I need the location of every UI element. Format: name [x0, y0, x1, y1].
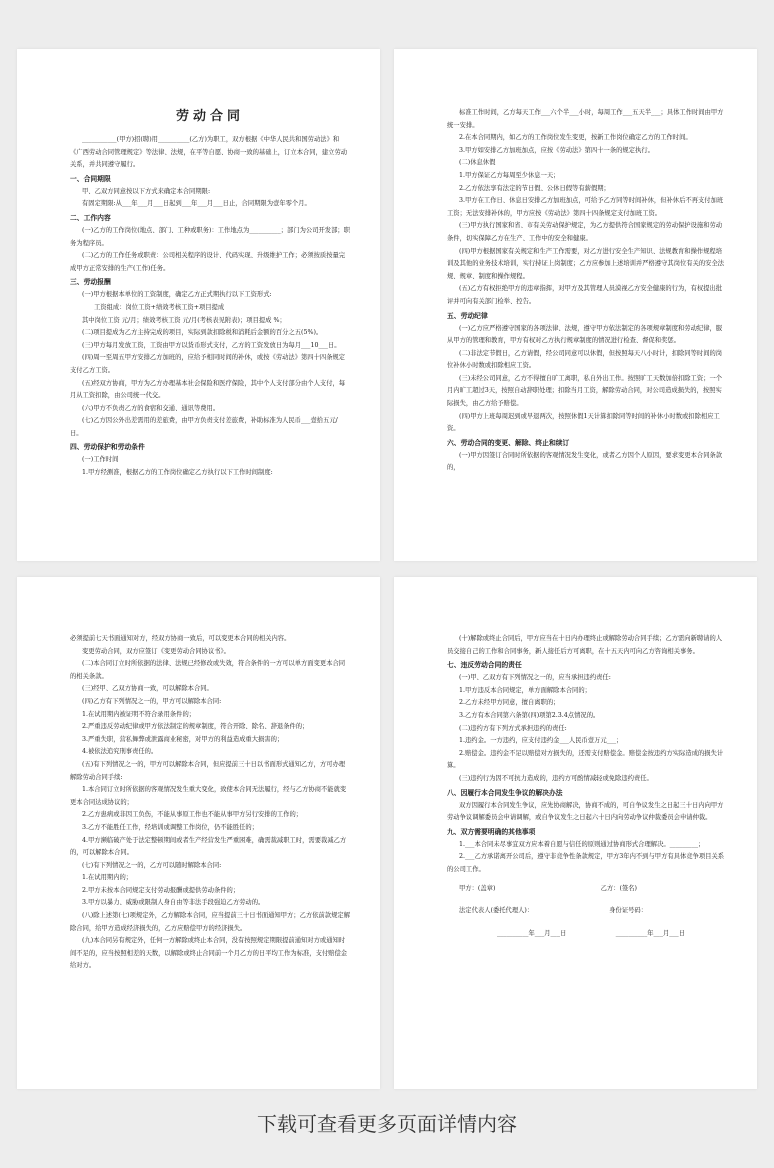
- section-heading-7: 七、违反劳动合同的责任: [447, 661, 522, 670]
- paragraph: 1.甲方经测准，根据乙方的工作岗位确定乙方执行以下工作时间制度:: [82, 469, 273, 477]
- download-caption: 下载可查看更多页面详情内容: [257, 1112, 517, 1136]
- paragraph: 3.甲方以暴力、威胁或限制人身自由等非法手段强迫乙方劳动的。: [82, 899, 265, 907]
- paragraph: (四)乙方有下列情况之一的，甲方可以解除本合同:: [82, 697, 222, 705]
- paragraph: 2.在本合同期内，如乙方的工作岗位发生变更，按新工作岗位确定乙方的工作时间。: [459, 134, 692, 142]
- paragraph: (二)乙方的工作任务或职责：公司相关程序的设计、代码实现、升级维护工作；必须按质按量完成甲方正常安排的生产(工作)任务。: [70, 252, 346, 272]
- contract-title: 劳动合同: [175, 109, 244, 124]
- paragraph: 1.___本合同未尽事宜双方应本着自愿与信任的原则通过协商形式合理解决。_________；: [459, 840, 705, 848]
- paragraph: (三)经甲、乙双方协商一致，可以解除本合同。: [82, 685, 213, 693]
- section-heading-8: 八、因履行本合同发生争议的解决办法: [447, 788, 563, 797]
- legal-representative-label: 法定代表人(委托代理人)：: [459, 907, 534, 915]
- paragraph: 2.乙方依法享有法定的节日假、公休日假等有薪假期；: [459, 184, 610, 192]
- section-heading-5: 五、劳动纪律: [447, 311, 488, 320]
- party-a-date: __________年___月___日: [497, 929, 567, 937]
- paragraph: 3.乙方不能胜任工作，经培训或调整工作岗位，仍不能胜任的；: [82, 823, 259, 831]
- document-page-4: [394, 577, 757, 1089]
- paragraph: 2.___乙方承诺离开公司后，遵守非竞争性条款规定，甲方3年内不到与甲方有具体竞争项目关系的公司工作。: [447, 853, 725, 873]
- paragraph: (一)甲方因签订合同时所依据的客观情况发生变化，或者乙方因个人原因，要求变更本合同条款的，: [447, 451, 723, 472]
- paragraph: 4.被依法追究刑事责任的。: [82, 748, 158, 756]
- paragraph: (四)甲方上班每周迟到或早退两次，按照休假1天计算扣除同等时间的补休小时数或扣除相应工资。: [447, 412, 720, 433]
- paragraph: (一)甲方根据本单位的工资制度，确定乙方正式期执行以下工资形式:: [82, 291, 272, 299]
- paragraph: 1.在试用期内的；: [82, 874, 133, 882]
- paragraph: 3.乙方有本合同第六条第(四)项第2.3.4点情况的。: [459, 711, 600, 719]
- paragraph: (二)休息休假: [459, 159, 496, 167]
- paragraph: (七)乙方因公外出差需用的差旅费，由甲方负责支付差旅费，补助标准为人民币___壹拾五元/日。: [70, 417, 338, 437]
- party-b-date: __________年___月___日: [615, 929, 685, 937]
- paragraph: 2.乙方未经甲方同意，擅自离职的；: [459, 699, 560, 707]
- section-heading-6: 六、劳动合同的变更、解除、终止和续订: [447, 438, 570, 447]
- paragraph: 2.严重违反劳动纪律或甲方依法制定的规章制度，符合开除、除名、辞退条件的；: [82, 723, 309, 731]
- paragraph: (八)除上述第(七)项规定外，乙方解除本合同，应当提前三十日书面通知甲方；乙方依前款规定解除合同，给甲方造成经济损失的，乙方应赔偿甲方的经济损失。: [70, 912, 350, 932]
- section-heading-1: 一、合同期限: [70, 174, 111, 183]
- paragraph: (四)周一至周五甲方安排乙方加班的，应给予相同时间的补休，或按《劳动法》第四十四条规定支付乙方工资。: [70, 354, 346, 374]
- paragraph: (三)甲方每月发放工资，工资由甲方以货币形式支付，乙方的工资发放日为每月___10___日。: [82, 341, 341, 349]
- paragraph: 1.违约金。一方违约，应支付违约金___人民币壹万元___；: [459, 737, 623, 745]
- paragraph: 甲、乙双方同意按以下方式来确定本合同期限:: [82, 187, 211, 195]
- document-page-2: [394, 49, 757, 561]
- section-heading-9: 九、双方需要明确的其他事项: [447, 827, 536, 836]
- paragraph: (二)非法定节假日，乙方请假，经公司同意可以休假，但按照每天八小时计，扣除同等时间的岗位补休小时数或扣除相应工资。: [447, 349, 723, 370]
- paragraph: (四)甲方根据国家有关规定和生产工作需要，对乙方进行安全生产知识、法规教育和操作规程培训及其他的业务技术培训，实行持证上岗制度；乙方应参加上述培训并严格遵守其岗位有关的安全法规、规章、制度和操作规程。: [447, 247, 725, 280]
- paragraph: (二)项目提成为乙方主持完成的项目，实际到款扣除税和消耗后金额的百分之五(5%)。: [82, 329, 323, 337]
- paragraph: (一)甲、乙双方有下列情况之一的，应当承担违约责任:: [459, 674, 611, 682]
- paragraph: 2.赔偿金。违约金不足以赔偿对方损失的，还需支付赔偿金。赔偿金按违约方实际造成的损失计算。: [447, 749, 724, 770]
- paragraph: (三)违约行为因不可抗力造成的，违约方可酌情减轻或免除违约责任。: [459, 774, 653, 782]
- paragraph: (三)未经公司同意，乙方不得擅自旷工离职，私自外出工作。按照旷工天数加倍扣除工资；一个月内旷工超过3天，按照自动辞职处理；扣除当月工资，解除劳动合同，对公司造成损失的，按照实际损失，由乙方给予赔偿。: [447, 374, 723, 408]
- document-page-3: [17, 577, 380, 1089]
- paragraph: (五)乙方有权拒绝甲方的违章指挥，对甲方及其管理人员漠视乙方安全健康的行为，有权提出批评并可向有关部门检举、控告。: [447, 285, 723, 305]
- paragraph: 有固定期限:从___年___月___日起到___年___月___日止，合同期限为壹年零个月。: [82, 200, 311, 208]
- paragraph: (三)甲方执行国家和省、市有关劳动保护规定，为乙方提供符合国家规定的劳动保护设施和劳动条件，切实保障乙方在生产、工作中的安全和健康。: [447, 222, 723, 242]
- date-row: [447, 928, 727, 941]
- paragraph: 3.严重失职，营私舞弊或泄露商业秘密，对甲方的利益造成重大损害的；: [82, 735, 284, 743]
- paragraph: 其中岗位工资 元/月；绩效考核工资 元/月(考核表见附表)；项目提成 %；: [82, 316, 286, 324]
- paragraph: (一)乙方的工作岗位(地点、部门、工种或职务)：工作地点为__________；部门为公司开发部；职务为程序员。: [70, 226, 350, 247]
- signature-row: [447, 883, 727, 896]
- section-heading-2: 二、工作内容: [70, 213, 111, 222]
- paragraph: 1.甲方保证乙方每周至少休息一天；: [459, 171, 560, 179]
- paragraph: 1.在试用期内被证明不符合录用条件的；: [82, 710, 196, 718]
- paragraph: (二)违约方有下列方式承担违约的责任:: [459, 724, 567, 732]
- paragraph: 1.甲方违反本合同规定，单方面解除本合同的；: [459, 686, 591, 694]
- paragraph: (九)本合同另有规定外，任何一方解除或终止本合同，没有按照规定期限提前通知对方或通知时间不足的，应当按照相差的天数，以解除或终止合同前一个月乙方的日平均工作为标准，支付赔偿金给对方。: [70, 937, 348, 970]
- paragraph: (二)本合同订立时所依据的法律、法规已经修改或失效，符合条件的一方可以单方面变更本合同的相关条款。: [70, 660, 346, 680]
- paragraph: 3.甲方如安排乙方加班加点，应按《劳动法》第四十一条的规定执行。: [459, 146, 654, 154]
- paragraph: (五)有下列情况之一的，甲方可以解除本合同，但应提前三十日以书面形式通知乙方，方可办理解除劳动合同手续:: [70, 760, 346, 781]
- paragraph: 标准工作时间，乙方每天工作___六个半___小时，每周工作___五天半___；具体工作时间由甲方统一安排。: [447, 109, 724, 129]
- section-heading-3: 三、劳动报酬: [70, 278, 111, 287]
- paragraph: (十)解除或终止合同后，甲方应当在十日内办理终止或解除劳动合同手续；乙方需向新聘请的人员交接自己的工作和合同事务，新人接任后方可离职，在十五天内可向乙方咨询相关事务。: [447, 635, 723, 655]
- paragraph: 必须提前七天书面通知对方，经双方协商一致后，可以变更本合同的相关内容。: [70, 635, 291, 642]
- party-a-signature: 甲方：(盖章): [459, 884, 496, 892]
- paragraph: (一)乙方应严格遵守国家的各项法律、法规，遵守甲方依法制定的各项规章制度和劳动纪律，服从甲方的管理和教育，甲方有权对乙方执行规章制度的情况进行检查、督促和奖惩。: [447, 324, 723, 345]
- paragraph: (七)有下列情况之一的，乙方可以随时解除本合同:: [82, 861, 222, 869]
- document-page-1: [17, 49, 380, 561]
- paragraph: 3.甲方在工作日、休息日安排乙方加班加点，可给予乙方同等时间补休，但补休后不再支付加班工资；无法安排补休的，甲方应按《劳动法》第四十四条规定支付加班工资。: [447, 197, 724, 217]
- paragraph: 2.甲方未按本合同规定支付劳动报酬或提供劳动条件的；: [82, 886, 240, 894]
- paragraph: (五)经双方协商，甲方为乙方办理基本社会保险和医疗保险，其中个人支付部分由个人支付，每月从工资扣除，由公司统一代交。: [70, 379, 346, 400]
- id-number-label: 身份证号码：: [609, 907, 647, 915]
- party-b-signature: 乙方：(签名): [600, 884, 637, 892]
- paragraph: (六)甲方不负责乙方的食宿和交通、通讯等费用。: [82, 404, 220, 412]
- paragraph: 1.本合同订立时所依据的客观情况发生重大变化，致使本合同无法履行，经与乙方协商不能就变更本合同达成协议的；: [70, 786, 347, 806]
- paragraph: 工资组成：岗位工资+绩效考核工资+项目提成: [94, 303, 225, 311]
- paragraph: 2.乙方患病或非因工负伤，不能从事原工作也不能从事甲方另行安排的工作的；: [82, 811, 303, 819]
- paragraph: 4.甲方濒临破产处于法定整顿期间或者生产经营发生严重困难，确需裁减职工时，需要裁减乙方的，可以解除本合同。: [70, 836, 347, 857]
- paragraph: 双方因履行本合同发生争议，应先协商解决，协商不成的，可自争议发生之日起三十日内向甲方劳动争议调解委员会申请调解，或自争议发生之日起六十日内向劳动争议仲裁委员会申请仲裁。: [447, 801, 724, 822]
- representative-row: [447, 905, 727, 918]
- section-heading-4: 四、劳动保护和劳动条件: [70, 443, 145, 452]
- intro-paragraph: ___________(甲方)招(聘)用__________(乙方)为职工，双方根据《中华人民共和国劳动法》和《广西劳动合同管理规定》等法律、法规，在平等自愿、协商一致的基础上，订立本合同，建立劳动关系，并共同遵守履行。: [70, 136, 348, 169]
- paragraph: (一)工作时间: [82, 456, 119, 464]
- paragraph: 变更劳动合同，双方应签订《变更劳动合同协议书》。: [82, 647, 230, 655]
